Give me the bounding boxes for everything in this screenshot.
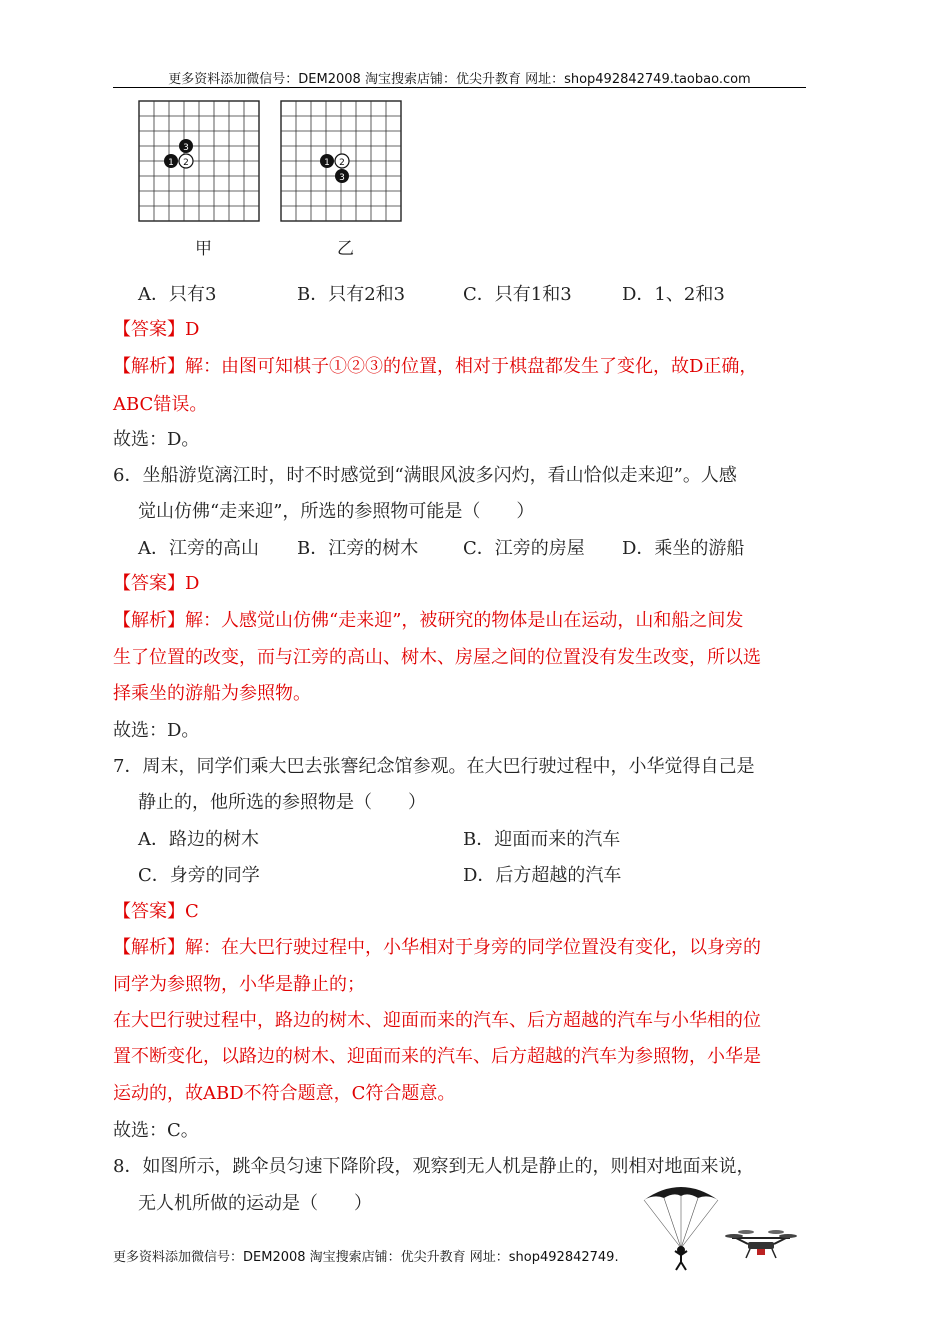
analysis-tag: 【解析】 [113, 610, 185, 631]
q7-option-b: B．迎面而来的汽车 [463, 829, 621, 850]
q5-option-a: A．只有3 [138, 284, 217, 305]
skydiver-icon [675, 1247, 687, 1270]
caption-yi: 乙 [337, 239, 354, 259]
go-board-figure [136, 98, 416, 268]
analysis-text: 解：由图可知棋子①②③的位置，相对于棋盘都发生了变化，故D正确， [185, 356, 758, 377]
q5-analysis-1 [113, 355, 757, 379]
q7-analysis-4: 置不断变化，以路边的树木、迎面而来的汽车、后方超越的汽车为参照物，小华是 [113, 1046, 761, 1067]
q7-stem-2: 静止的，他所选的参照物是（ ） [138, 792, 426, 813]
board-jia [139, 101, 259, 221]
q7-analysis-5: 运动的，故ABD不符合题意，C符合题意。 [113, 1083, 456, 1104]
q7-option-a: A．路边的树木 [138, 829, 259, 850]
q5-option-d: D．1、2和3 [622, 284, 725, 305]
q8-stem-2: 无人机所做的运动是（ ） [138, 1193, 372, 1214]
q5-analysis-2: ABC错误。 [113, 394, 208, 415]
page-footer: 更多资料添加微信号：DEM2008 淘宝搜索店铺：优尖升教育 网址：shop492842749. [113, 1250, 619, 1265]
q7-option-d: D．后方超越的汽车 [463, 865, 622, 886]
header-divider [113, 87, 806, 88]
parachutist-drone-illustration [636, 1180, 806, 1276]
q7-option-c: C．身旁的同学 [138, 865, 260, 886]
stone-label-1: 1 [168, 158, 174, 168]
q6-option-b: B．江旁的树木 [297, 538, 419, 559]
q6-option-d: D．乘坐的游船 [622, 538, 745, 559]
q6-stem-2: 觉山仿佛“走来迎”，所选的参照物可能是（ ） [138, 501, 535, 522]
stone-label-1: 1 [324, 158, 330, 168]
q7-analysis-1 [113, 936, 761, 960]
analysis-text: 解：在大巴行驶过程中，小华相对于身旁的同学位置没有变化，以身旁的 [185, 937, 761, 958]
stone-label-2: 2 [183, 158, 189, 168]
q7-choice: 故选：C。 [113, 1120, 199, 1141]
q6-stem-1: 6．坐船游览漓江时，时不时感觉到“满眼风波多闪灼，看山恰似走来迎”。人感 [113, 465, 737, 486]
stone-label-3: 3 [339, 173, 345, 183]
q6-analysis-2: 生了位置的改变，而与江旁的高山、树木、房屋之间的位置没有发生改变，所以选 [113, 647, 761, 668]
caption-jia: 甲 [195, 239, 212, 259]
q5-choice: 故选：D。 [113, 429, 200, 450]
q7-stem-1: 7．周末，同学们乘大巴去张謇纪念馆参观。在大巴行驶过程中，小华觉得自己是 [113, 756, 755, 777]
q6-option-c: C．江旁的房屋 [463, 538, 585, 559]
parachute-icon [644, 1187, 718, 1248]
q7-analysis-3: 在大巴行驶过程中，路边的树木、迎面而来的汽车、后方超越的汽车与小华相的位 [113, 1010, 761, 1031]
q7-answer: 【答案】C [113, 901, 199, 922]
q6-analysis-3: 择乘坐的游船为参照物。 [113, 683, 311, 704]
q5-option-c: C．只有1和3 [463, 284, 572, 305]
stone-label-3: 3 [183, 143, 189, 153]
q5-option-b: B．只有2和3 [297, 284, 406, 305]
page-header: 更多资料添加微信号：DEM2008 淘宝搜索店铺：优尖升教育 网址：shop492842749.taobao.com [168, 72, 751, 87]
analysis-text: 解：人感觉山仿佛“走来迎”，被研究的物体是山在运动，山和船之间发 [185, 610, 744, 631]
q6-analysis-1 [113, 609, 743, 633]
board-yi [281, 101, 401, 221]
q5-answer: 【答案】D [113, 319, 200, 340]
analysis-tag: 【解析】 [113, 937, 185, 958]
q6-option-a: A．江旁的高山 [138, 538, 259, 559]
analysis-tag: 【解析】 [113, 356, 185, 377]
drone-icon [725, 1230, 797, 1258]
q7-analysis-2: 同学为参照物，小华是静止的； [113, 974, 365, 995]
q6-choice: 故选：D。 [113, 720, 200, 741]
stone-label-2: 2 [339, 158, 345, 168]
q8-stem-1: 8．如图所示，跳伞员匀速下降阶段，观察到无人机是静止的，则相对地面来说， [113, 1156, 755, 1177]
q6-answer: 【答案】D [113, 573, 200, 594]
